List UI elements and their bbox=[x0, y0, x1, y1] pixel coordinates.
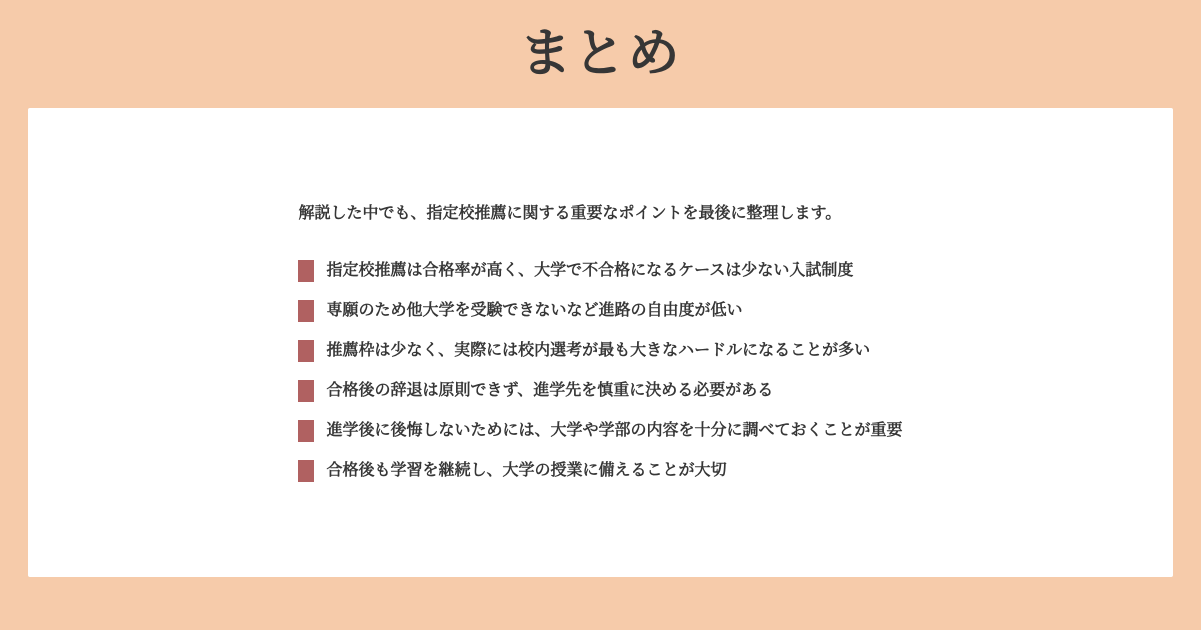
bullet-item bbox=[298, 340, 902, 362]
intro-text: 解説した中でも、指定校推薦に関する重要なポイントを最後に整理します。 bbox=[298, 204, 842, 222]
bullet-list bbox=[298, 260, 902, 482]
bullet-item bbox=[298, 460, 902, 482]
square-bullet-icon bbox=[298, 460, 314, 482]
bullet-text: 推薦枠は少なく、実際には校内選考が最も大きなハードルになることが多い bbox=[326, 341, 871, 359]
page-header bbox=[0, 0, 1201, 108]
bullet-item bbox=[298, 260, 902, 282]
square-bullet-icon bbox=[298, 260, 314, 282]
square-bullet-icon bbox=[298, 300, 314, 322]
square-bullet-icon bbox=[298, 420, 314, 442]
square-bullet-icon bbox=[298, 380, 314, 402]
page-title: まとめ bbox=[519, 25, 682, 83]
square-bullet-icon bbox=[298, 340, 314, 362]
bullet-text: 指定校推薦は合格率が高く、大学で不合格になるケースは少ない入試制度 bbox=[326, 261, 854, 279]
bullet-text: 合格後の辞退は原則できず、進学先を慎重に決める必要がある bbox=[326, 381, 774, 399]
bullet-text: 合格後も学習を継続し、大学の授業に備えることが大切 bbox=[326, 461, 727, 479]
summary-content bbox=[298, 204, 902, 482]
summary-card bbox=[28, 108, 1173, 577]
bullet-text: 専願のため他大学を受験できないなど進路の自由度が低い bbox=[326, 301, 743, 319]
bullet-item bbox=[298, 380, 902, 402]
bullet-item bbox=[298, 420, 902, 442]
bullet-item bbox=[298, 300, 902, 322]
bullet-text: 進学後に後悔しないためには、大学や学部の内容を十分に調べておくことが重要 bbox=[326, 421, 903, 439]
